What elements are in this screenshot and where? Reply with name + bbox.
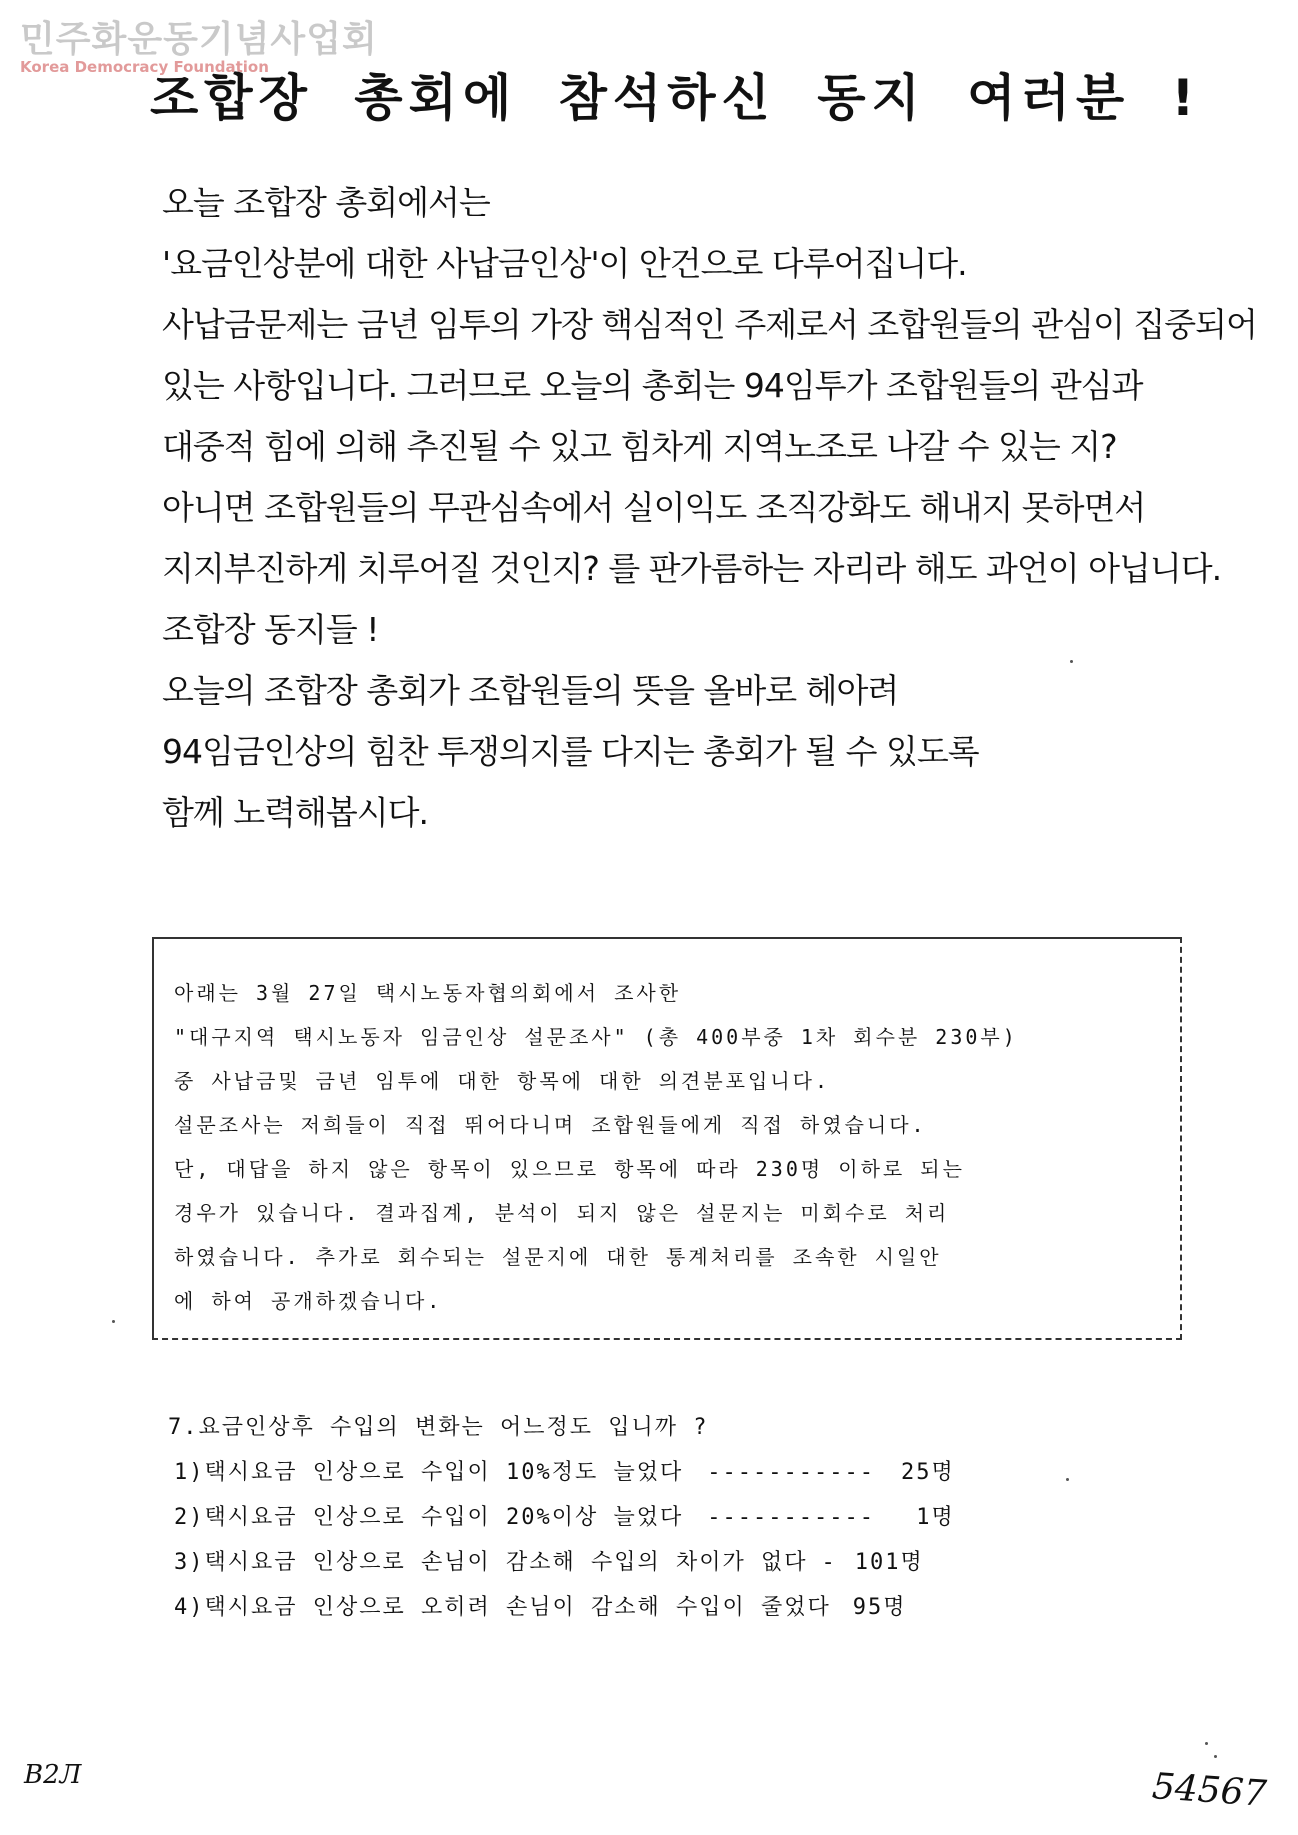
- archive-code-left: B2Л: [24, 1760, 82, 1790]
- survey-option-dash: -----------: [707, 1505, 875, 1530]
- survey-option-dash: -----------: [707, 1460, 875, 1485]
- scan-speck: [112, 1320, 115, 1323]
- survey-option-count: 95명: [852, 1595, 907, 1620]
- survey-option-count: 101명: [854, 1550, 924, 1575]
- body-line: '요금인상분에 대한 사납금인상'이 안건으로 다루어집니다.: [162, 244, 967, 283]
- survey-option-count: 25명: [900, 1460, 955, 1485]
- notice-text: [174, 971, 1018, 1323]
- survey-option: [168, 1495, 955, 1540]
- survey-option-text: 3)택시요금 인상으로 손님이 감소해 수입의 차이가 없다: [174, 1550, 808, 1575]
- survey-option: [168, 1450, 955, 1495]
- survey-option: [168, 1585, 955, 1630]
- body-line: 오늘의 조합장 총회가 조합원들의 뜻을 올바로 헤아려: [162, 671, 899, 710]
- survey-option: [168, 1540, 955, 1585]
- survey-option-text: 1)택시요금 인상으로 수입이 10%정도 늘었다: [174, 1460, 684, 1485]
- body-line: 대중적 힘에 의해 추진될 수 있고 힘차게 지역노조로 나갈 수 있는 지?: [162, 427, 1117, 466]
- page-title: 조합장 총회에 참석하신 동지 여러분 !: [150, 69, 1201, 127]
- scan-speck: [1214, 1755, 1217, 1758]
- notice-line: 아래는 3월 27일 택시노동자협의회에서 조사한: [174, 981, 682, 1005]
- watermark-korean: 민주화운동기념사업회: [20, 19, 378, 60]
- survey-question: 7.요금인상후 수입의 변화는 어느정도 입니까 ?: [168, 1415, 709, 1440]
- survey-question-block: [168, 1405, 955, 1630]
- body-line: 사납금문제는 금년 임투의 가장 핵심적인 주제로서 조합원들의 관심이 집중되어: [162, 305, 1257, 344]
- survey-option-dash: -: [821, 1550, 837, 1575]
- notice-line: 하였습니다. 추가로 회수되는 설문지에 대한 통계처리를 조속한 시일안: [174, 1245, 942, 1269]
- body-line: 지지부진하게 치루어질 것인지? 를 판가름하는 자리라 해도 과언이 아닙니다.: [162, 549, 1222, 588]
- survey-option-text: 2)택시요금 인상으로 수입이 20%이상 늘었다: [174, 1505, 684, 1530]
- survey-option-text: 4)택시요금 인상으로 오히려 손님이 감소해 수입이 줄었다: [174, 1595, 831, 1620]
- body-line: 오늘 조합장 총회에서는: [162, 183, 490, 222]
- archive-code-right: 54567: [1150, 1766, 1268, 1815]
- body-line: 아니면 조합원들의 무관심속에서 실이익도 조직강화도 해내지 못하면서: [162, 488, 1146, 527]
- watermark-english: Korea Democracy Foundation: [20, 58, 269, 76]
- body-line: 조합장 동지들 !: [162, 610, 379, 649]
- body-line: 함께 노력해봅시다.: [162, 793, 429, 832]
- scan-speck: [1066, 1478, 1069, 1481]
- scan-speck: [1070, 660, 1073, 663]
- scan-speck: [1205, 1742, 1208, 1745]
- notice-line: 에 하여 공개하겠습니다.: [174, 1289, 443, 1313]
- notice-line: 단, 대답을 하지 않은 항목이 있으므로 항목에 따라 230명 이하로 되는: [174, 1157, 965, 1181]
- notice-line: "대구지역 택시노동자 임금인상 설문조사" (총 400부중 1차 회수분 230부): [174, 1025, 1018, 1049]
- body-paragraph: [162, 172, 1257, 843]
- survey-option-count: 1명: [900, 1505, 955, 1530]
- body-line: 94임금인상의 힘찬 투쟁의지를 다지는 총회가 될 수 있도록: [162, 732, 979, 771]
- notice-line: 중 사납금및 금년 임투에 대한 항목에 대한 의견분포입니다.: [174, 1069, 831, 1093]
- notice-line: 설문조사는 저희들이 직접 뛰어다니며 조합원들에게 직접 하였습니다.: [174, 1113, 927, 1137]
- notice-line: 경우가 있습니다. 결과집계, 분석이 되지 않은 설문지는 미회수로 처리: [174, 1201, 950, 1225]
- body-line: 있는 사항입니다. 그러므로 오늘의 총회는 94임투가 조합원들의 관심과: [162, 366, 1143, 405]
- survey-notice-box: [152, 937, 1182, 1340]
